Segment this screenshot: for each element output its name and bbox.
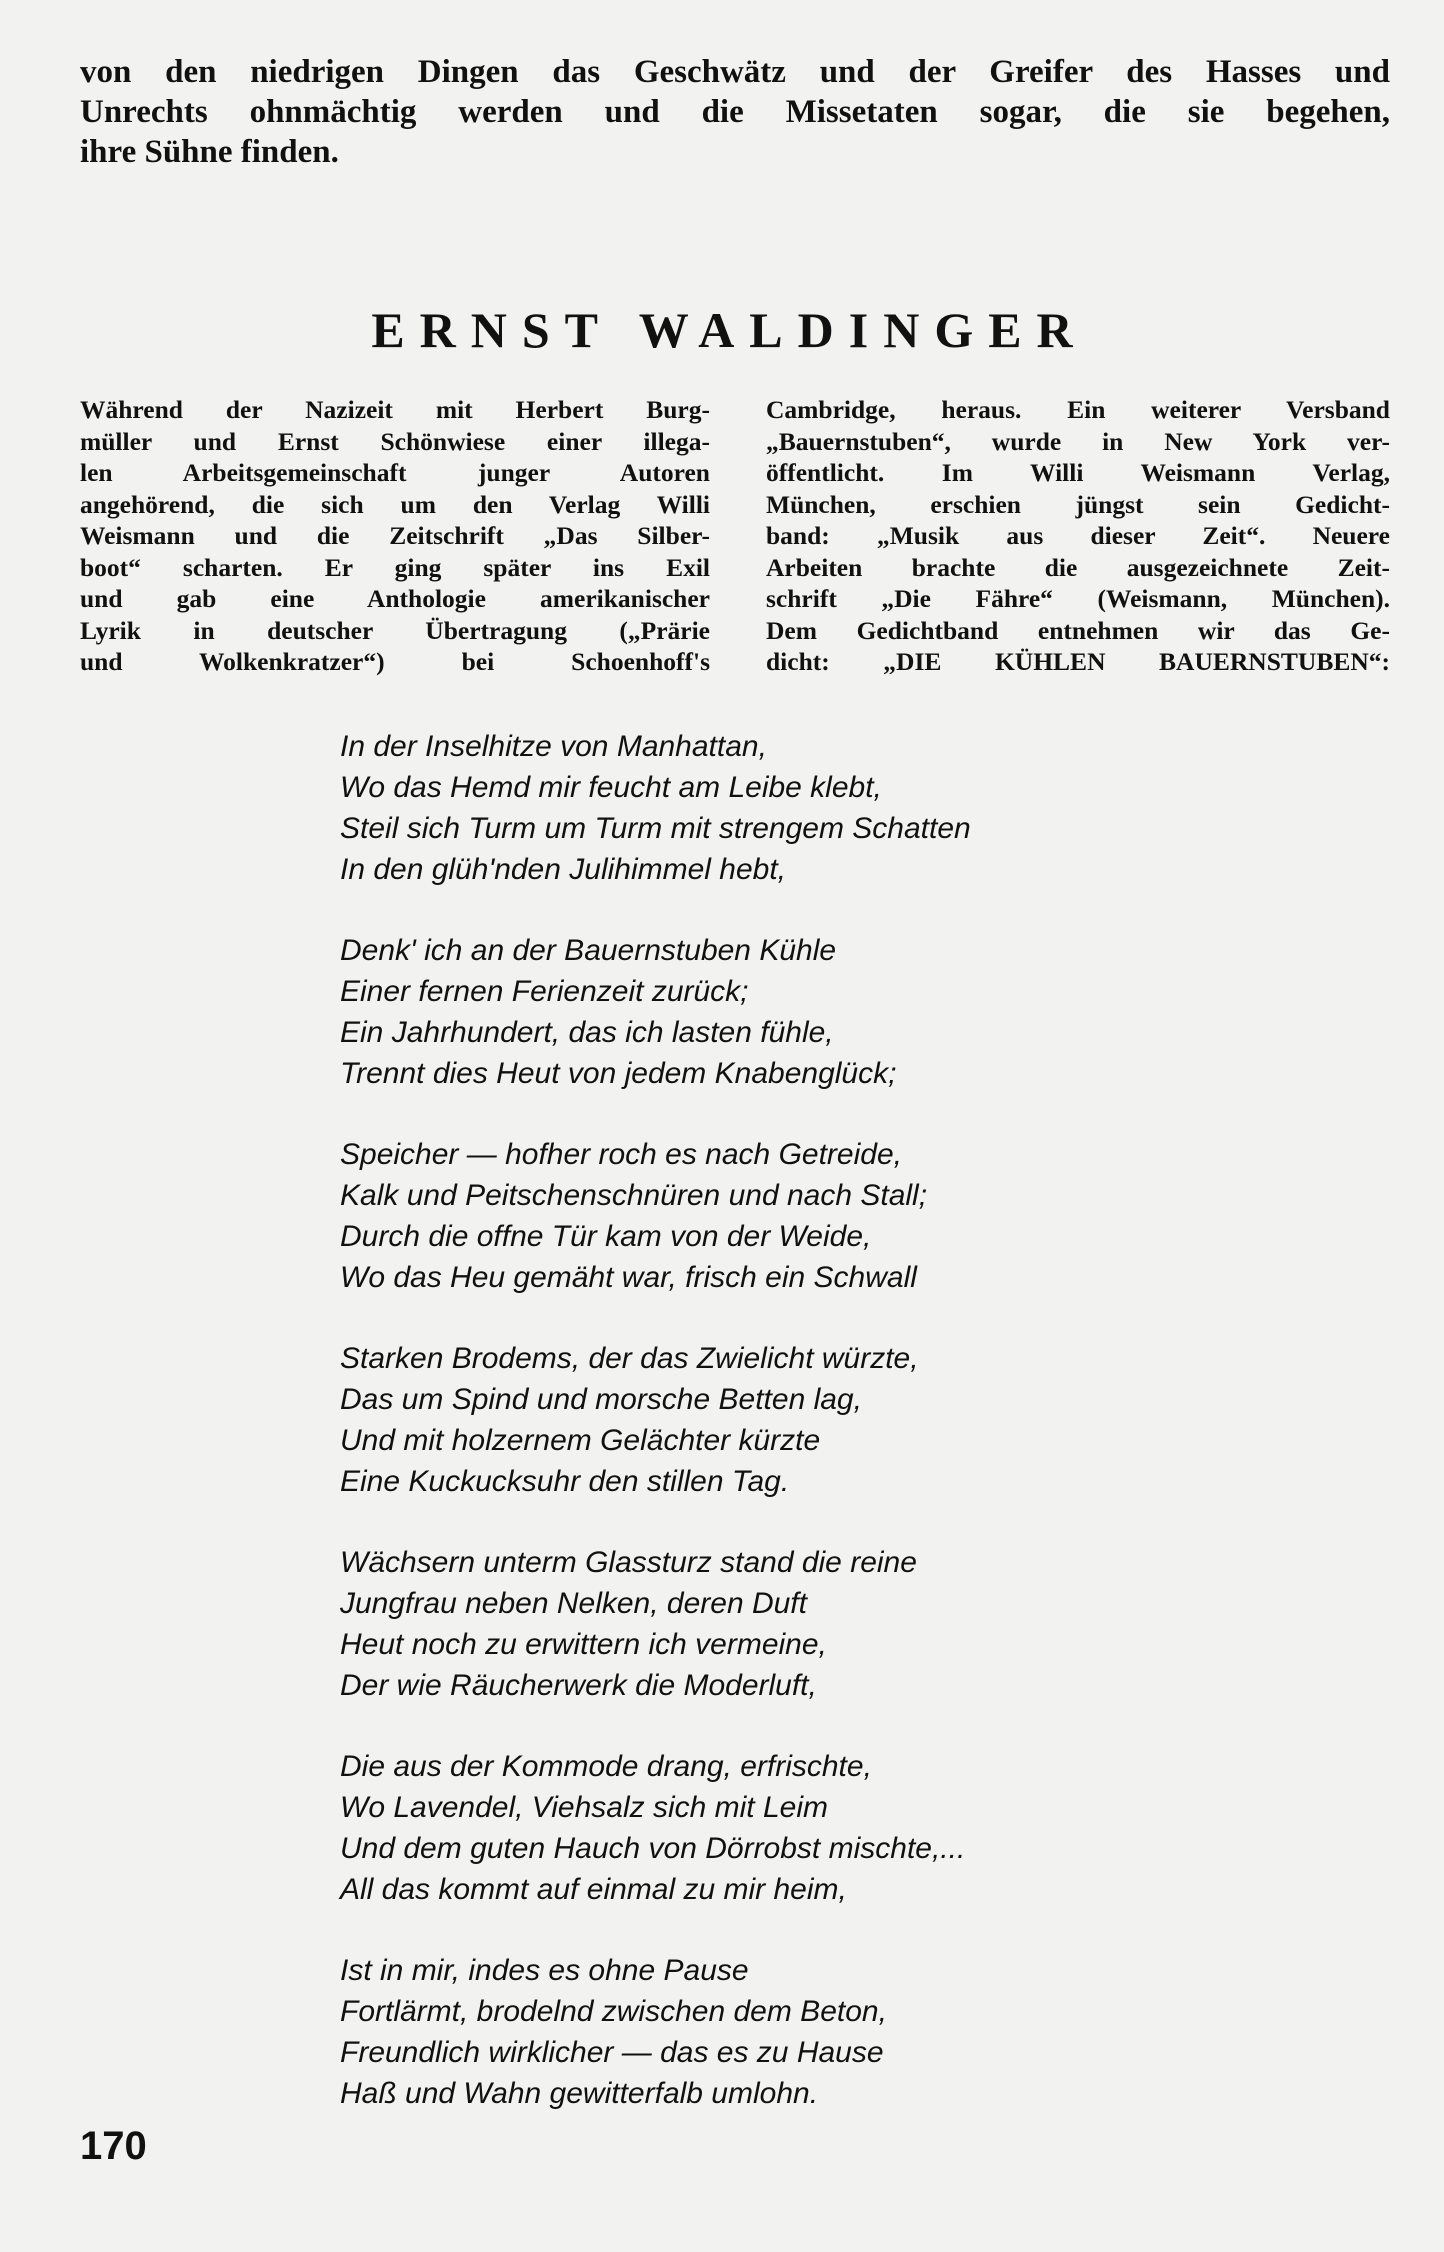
- bio-line: boot“ scharten. Er ging später ins Exil: [80, 552, 710, 582]
- poem-line: Wo Lavendel, Viehsalz sich mit Leim: [340, 1791, 828, 1824]
- poem-line: Denk' ich an der Bauernstuben Kühle: [340, 934, 837, 967]
- poem-line: Steil sich Turm um Turm mit strengem Schatten: [340, 812, 971, 845]
- poem-line: Durch die offne Tür kam von der Weide,: [340, 1220, 872, 1253]
- poem-line: All das kommt auf einmal zu mir heim,: [340, 1873, 847, 1906]
- poem-line: In der Inselhitze von Manhattan,: [340, 730, 767, 763]
- poem-line: Trennt dies Heut von jedem Knabenglück;: [340, 1057, 897, 1090]
- poem-line: Wo das Heu gemäht war, frisch ein Schwall: [340, 1261, 917, 1294]
- poem-line: Haß und Wahn gewitterfalb umlohn.: [340, 2077, 819, 2110]
- poem-line: In den glüh'nden Julihimmel hebt,: [340, 853, 787, 886]
- bio-line: len Arbeitsgemeinschaft junger Autoren: [80, 458, 710, 487]
- bio-line: München, erschien jüngst sein Gedicht-: [766, 489, 1390, 519]
- page-number: 170: [80, 2124, 147, 2168]
- poem-stanza: [340, 1134, 1240, 1298]
- poem-line: Und mit holzernem Gelächter kürzte: [340, 1424, 821, 1457]
- bio-line: und gab eine Anthologie amerikanischer: [80, 584, 710, 613]
- previous-text-line: ihre Sühne finden.: [80, 134, 339, 170]
- poem-line: Wächsern unterm Glassturz stand die reine: [340, 1546, 917, 1579]
- poem-line: Jungfrau neben Nelken, deren Duft: [340, 1587, 807, 1620]
- poem-line: Ist in mir, indes es ohne Pause: [340, 1954, 749, 1987]
- bio-line: band: „Musik aus dieser Zeit“. Neuere: [766, 521, 1390, 550]
- poem-stanza: [340, 726, 1240, 890]
- poem-stanza: [340, 930, 1240, 1094]
- previous-text-line: von den niedrigen Dingen das Geschwätz und der Greifer des Hasses und: [80, 54, 1390, 90]
- poem-line: Und dem guten Hauch von Dörrobst mischte,...: [340, 1832, 966, 1865]
- bio-line: dicht: „DIE KÜHLEN BAUERNSTUBEN“:: [766, 647, 1390, 676]
- poem-line: Wo das Hemd mir feucht am Leibe klebt,: [340, 771, 882, 804]
- bio-line: Während der Nazizeit mit Herbert Burg-: [80, 395, 710, 424]
- bio-line: öffentlicht. Im Willi Weismann Verlag,: [766, 458, 1390, 487]
- poem-stanza: [340, 1542, 1240, 1706]
- poem-line: Fortlärmt, brodelnd zwischen dem Beton,: [340, 1995, 887, 2028]
- bio-line: Cambridge, heraus. Ein weiterer Versband: [766, 395, 1390, 424]
- poem-line: Heut noch zu erwittern ich vermeine,: [340, 1628, 827, 1661]
- poem-line: Eine Kuckucksuhr den stillen Tag.: [340, 1465, 790, 1498]
- bio-line: Dem Gedichtband entnehmen wir das Ge-: [766, 615, 1390, 645]
- bio-column-left: [80, 394, 710, 678]
- previous-text-line: Unrechts ohnmächtig werden und die Missetaten sogar, die sie begehen,: [80, 94, 1390, 130]
- bio-line: angehörend, die sich um den Verlag Willi: [80, 489, 710, 519]
- bio-line: Arbeiten brachte die ausgezeichnete Zeit-: [766, 552, 1390, 582]
- author-heading: ERNST WALDINGER: [371, 302, 1088, 358]
- poem-line: Das um Spind und morsche Betten lag,: [340, 1383, 862, 1416]
- poem-line: Kalk und Peitschenschnüren und nach Stall;: [340, 1179, 928, 1212]
- bio-line: und Wolkenkratzer“) bei Schoenhoff's: [80, 647, 710, 676]
- poem-line: Speicher — hofher roch es nach Getreide,: [340, 1138, 902, 1171]
- poem-stanza: [340, 1950, 1240, 2114]
- poem-line: Ein Jahrhundert, das ich lasten fühle,: [340, 1016, 834, 1049]
- poem-line: Freundlich wirklicher — das es zu Hause: [340, 2036, 884, 2069]
- poem: [340, 726, 1240, 2154]
- poem-line: Die aus der Kommode drang, erfrischte,: [340, 1750, 872, 1783]
- poem-stanza: [340, 1338, 1240, 1502]
- poem-line: Der wie Räucherwerk die Moderluft,: [340, 1669, 817, 1702]
- poem-line: Einer fernen Ferienzeit zurück;: [340, 975, 749, 1008]
- bio-line: schrift „Die Fähre“ (Weismann, München).: [766, 584, 1390, 613]
- bio-line: müller und Ernst Schönwiese einer illega-: [80, 426, 710, 456]
- bio-column-right: [766, 394, 1390, 678]
- bio-line: Weismann und die Zeitschrift „Das Silber-: [80, 521, 710, 550]
- bio-line: Lyrik in deutscher Übertragung („Prärie: [80, 615, 710, 645]
- previous-text-paragraph: [80, 52, 1390, 172]
- poem-stanza: [340, 1746, 1240, 1910]
- bio-line: „Bauernstuben“, wurde in New York ver-: [766, 426, 1390, 456]
- poem-line: Starken Brodems, der das Zwielicht würzte,: [340, 1342, 919, 1375]
